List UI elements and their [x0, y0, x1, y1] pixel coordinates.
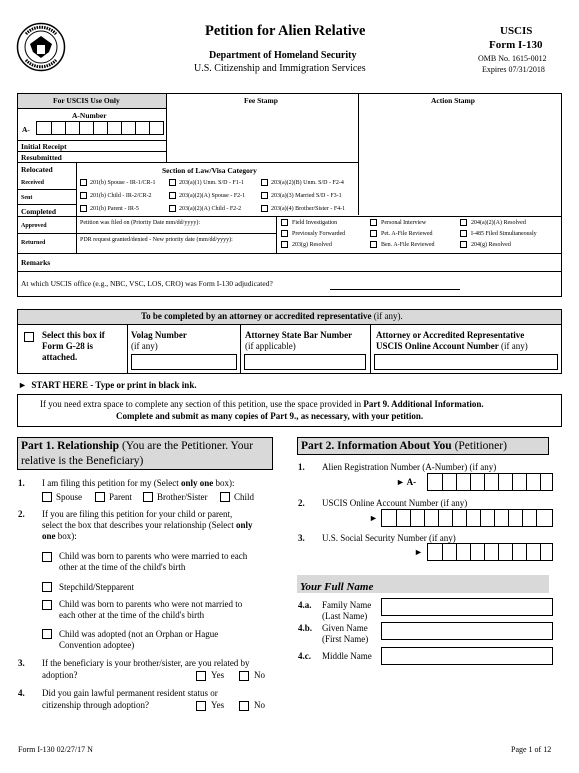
- visa-checkbox[interactable]: [261, 192, 268, 199]
- p2-a-prefix: ► A-: [396, 477, 417, 487]
- middle-name-input[interactable]: [381, 647, 553, 665]
- action-stamp-label: Action Stamp: [431, 96, 475, 105]
- sibling-label: Brother/Sister: [157, 492, 208, 502]
- q3-yes-label: Yes: [211, 670, 225, 680]
- born-unmarried-line2: each other at the time of the child's birth: [59, 610, 205, 620]
- volag-number-input[interactable]: [131, 354, 237, 370]
- department-name: Department of Homeland Security: [209, 50, 357, 61]
- resubmitted-label: Resubmitted: [21, 153, 62, 162]
- action-option-label: I-485 Filed Simultaneously: [471, 231, 537, 237]
- visa-checkbox[interactable]: [169, 179, 176, 186]
- footer-page-number: Page 1 of 12: [511, 745, 552, 754]
- state-bar-label: Attorney State Bar Number: [245, 330, 353, 340]
- given-name-line1: Given Name: [322, 623, 368, 633]
- part2-header: Part 2. Information About You (Petitioner): [297, 437, 549, 455]
- q4-yes-checkbox[interactable]: [196, 701, 206, 711]
- action-checkbox[interactable]: [460, 219, 467, 226]
- spouse-checkbox[interactable]: [42, 492, 52, 502]
- agency-name: U.S. Citizenship and Immigration Services: [194, 63, 366, 74]
- family-name-line2: (Last Name): [322, 611, 368, 621]
- p1-q1-num: 1.: [18, 478, 25, 488]
- omb-number: OMB No. 1615-0012: [478, 54, 547, 63]
- office-answer-line[interactable]: [330, 289, 460, 290]
- p1-q3-line2: adoption?: [42, 670, 78, 680]
- visa-option-label: 203(a)(2)(A) Child - F2-2: [179, 206, 242, 212]
- pdr-label: PDR request granted/denied - New priority date (mm/dd/yyyy):: [80, 237, 233, 243]
- visa-checkbox[interactable]: [80, 192, 87, 199]
- p1-q1-text: I am filing this petition for my (Select only one box):: [42, 478, 235, 488]
- action-option-label: 204(a)(2)(A) Resolved: [471, 220, 526, 226]
- g28-label-line1: Select this box if: [42, 330, 105, 340]
- p2-q3-text: U.S. Social Security Number (if any): [322, 533, 456, 543]
- p1-q4-num: 4.: [18, 688, 25, 698]
- p1-q4-line1: Did you gain lawful permanent resident status or: [42, 688, 218, 698]
- full-name-header: Your Full Name: [297, 575, 549, 593]
- p2-q1-num: 1.: [298, 462, 305, 472]
- sibling-checkbox[interactable]: [143, 492, 153, 502]
- p2-q3-arrow: ►: [414, 547, 423, 557]
- adopted-line2: Convention adoptee): [59, 640, 135, 650]
- online-account-label: Attorney or Accredited Representative: [376, 330, 525, 340]
- arrow-icon: ►: [18, 380, 27, 390]
- visa-checkbox[interactable]: [261, 205, 268, 212]
- visa-option-label: 203(a)(2)(B) Unm. S/D - F2-4: [271, 180, 344, 186]
- n4b-num: 4.b.: [298, 623, 313, 633]
- action-checkbox[interactable]: [460, 230, 467, 237]
- p1-q2-num: 2.: [18, 509, 25, 519]
- action-option-label: Ben. A-File Reviewed: [381, 242, 435, 248]
- action-option-label: 204(g) Resolved: [471, 242, 511, 248]
- child-label: Child: [234, 492, 255, 502]
- parent-checkbox[interactable]: [95, 492, 105, 502]
- action-checkbox[interactable]: [281, 219, 288, 226]
- form-title: Petition for Alien Relative: [205, 23, 366, 39]
- a-number-label: A-Number: [72, 111, 107, 120]
- visa-option-label: 203(a)(2)(A) Spouse - F2-1: [179, 193, 246, 199]
- visa-checkbox[interactable]: [80, 179, 87, 186]
- uscis-label: USCIS: [500, 25, 533, 37]
- priority-date-label: Petition was filed on (Priority Date mm/dd/yyyy):: [80, 220, 200, 226]
- g28-checkbox[interactable]: [24, 332, 34, 342]
- born-unmarried-line1: Child was born to parents who were not married to: [59, 599, 243, 609]
- state-bar-number-input[interactable]: [244, 354, 366, 370]
- p2-q2-text: USCIS Online Account Number (if any): [322, 498, 468, 508]
- action-checkbox[interactable]: [281, 230, 288, 237]
- attorney-header: To be completed by an attorney or accredited representative (if any).: [141, 311, 403, 321]
- born-unmarried-checkbox[interactable]: [42, 600, 52, 610]
- stepchild-checkbox[interactable]: [42, 582, 52, 592]
- p1-q2-line3: one box):: [42, 531, 77, 541]
- born-married-line1: Child was born to parents who were married to each: [59, 551, 248, 561]
- instructions-line2: Complete and submit as many copies of Part 9., as necessary, with your petition.: [116, 411, 424, 421]
- remarks-label: Remarks: [21, 258, 51, 267]
- visa-checkbox[interactable]: [80, 205, 87, 212]
- adopted-checkbox[interactable]: [42, 629, 52, 639]
- q3-yes-checkbox[interactable]: [196, 671, 206, 681]
- visa-option-label: 201(b) Parent - IR-5: [90, 206, 139, 212]
- action-checkbox[interactable]: [370, 219, 377, 226]
- part1-header: Part 1. Relationship (You are the Petitioner. Your relative is the Beneficiary): [17, 437, 273, 470]
- n4a-num: 4.a.: [298, 600, 312, 610]
- visa-option-label: 203(a)(3) Married S/D - F3-1: [271, 193, 342, 199]
- given-name-input[interactable]: [381, 622, 553, 640]
- action-option-label: Personal Interview: [381, 220, 427, 226]
- action-option-label: Previously Forwarded: [292, 231, 346, 237]
- action-checkbox[interactable]: [281, 241, 288, 248]
- q3-no-checkbox[interactable]: [239, 671, 249, 681]
- p2-q3-num: 3.: [298, 533, 305, 543]
- family-name-input[interactable]: [381, 598, 553, 616]
- n4c-num: 4.c.: [298, 651, 311, 661]
- received-label: Received: [21, 180, 44, 186]
- relocated-label: Relocated: [21, 165, 53, 174]
- visa-option-label: 201(b) Child - IR-2/CR-2: [90, 193, 152, 199]
- volag-sub: (if any): [131, 341, 158, 351]
- footer-form-id: Form I-130 02/27/17 N: [18, 745, 93, 754]
- p2-q2-arrow: ►: [369, 513, 378, 523]
- q3-no-label: No: [254, 670, 265, 680]
- state-bar-sub: (if applicable): [245, 341, 296, 351]
- action-checkbox[interactable]: [460, 241, 467, 248]
- online-account-label-2: USCIS Online Account Number (if any): [376, 341, 528, 351]
- section-law-label: Section of Law/Visa Category: [162, 166, 257, 175]
- returned-label: Returned: [21, 240, 46, 246]
- action-option-label: 203(g) Resolved: [292, 242, 332, 248]
- initial-receipt-label: Initial Receipt: [21, 142, 67, 151]
- parent-label: Parent: [109, 492, 132, 502]
- fee-stamp-label: Fee Stamp: [244, 96, 278, 105]
- visa-checkbox[interactable]: [261, 179, 268, 186]
- middle-name-label: Middle Name: [322, 651, 372, 661]
- family-name-line1: Family Name: [322, 600, 372, 610]
- sent-label: Sent: [21, 195, 33, 201]
- p1-q2-line2: select the box that describes your relationship (Select only: [42, 520, 253, 530]
- p1-q3-line1: If the beneficiary is your brother/sister, are you related by: [42, 658, 250, 668]
- petitioner-online-account-input[interactable]: [381, 509, 553, 527]
- action-option-label: Field Investigation: [292, 220, 338, 226]
- q4-yes-label: Yes: [211, 700, 225, 710]
- g28-label-line2: Form G-28 is: [42, 341, 93, 351]
- q4-no-checkbox[interactable]: [239, 701, 249, 711]
- instructions-line1: If you need extra space to complete any section of this petition, use the space provided in Part 9. Additional Information.: [40, 399, 484, 409]
- visa-checkbox[interactable]: [169, 192, 176, 199]
- petitioner-ssn-input[interactable]: [427, 543, 553, 561]
- spouse-label: Spouse: [56, 492, 83, 502]
- born-married-line2: other at the time of the child's birth: [59, 562, 186, 572]
- a-prefix: A-: [22, 125, 30, 134]
- action-option-label: Pet. A-File Reviewed: [381, 231, 433, 237]
- given-name-line2: (First Name): [322, 634, 369, 644]
- attorney-online-account-input[interactable]: [374, 354, 558, 370]
- g28-label-line3: attached.: [42, 352, 78, 362]
- visa-checkbox[interactable]: [169, 205, 176, 212]
- visa-option-label: 203(a)(1) Unm. S/D - F1-1: [179, 180, 244, 186]
- visa-option-label: 201(b) Spouse - IR-1/CR-1: [90, 180, 156, 186]
- for-uscis-use-label: For USCIS Use Only: [53, 96, 120, 105]
- action-checkbox[interactable]: [370, 241, 377, 248]
- expiration-date: Expires 07/31/2018: [482, 65, 545, 74]
- p2-q1-text: Alien Registration Number (A-Number) (if any): [322, 462, 497, 472]
- volag-label: Volag Number: [131, 330, 187, 340]
- start-here-line: ► START HERE - Type or print in black ink.: [18, 380, 197, 390]
- dhs-seal-logo: [16, 22, 66, 72]
- office-question: At which USCIS office (e.g., NBC, VSC, LOS, CRO) was Form I-130 adjudicated?: [21, 279, 273, 288]
- visa-option-label: 203(a)(4) Brother/Sister - F4-1: [271, 206, 346, 212]
- adopted-line1: Child was adopted (not an Orphan or Hague: [59, 629, 219, 639]
- p1-q4-line2: citizenship through adoption?: [42, 700, 149, 710]
- completed-label: Completed: [21, 207, 56, 216]
- petitioner-a-number-input[interactable]: [427, 473, 553, 491]
- uscis-a-number-field[interactable]: [36, 121, 164, 135]
- approved-label: Approved: [21, 223, 47, 229]
- child-checkbox[interactable]: [220, 492, 230, 502]
- q4-no-label: No: [254, 700, 265, 710]
- p1-q2-line1: If you are filing this petition for your child or parent,: [42, 509, 233, 519]
- p1-q3-num: 3.: [18, 658, 25, 668]
- p2-q2-num: 2.: [298, 498, 305, 508]
- action-checkbox[interactable]: [370, 230, 377, 237]
- form-number: Form I-130: [489, 39, 543, 51]
- stepchild-label: Stepchild/Stepparent: [59, 582, 134, 592]
- born-married-checkbox[interactable]: [42, 552, 52, 562]
